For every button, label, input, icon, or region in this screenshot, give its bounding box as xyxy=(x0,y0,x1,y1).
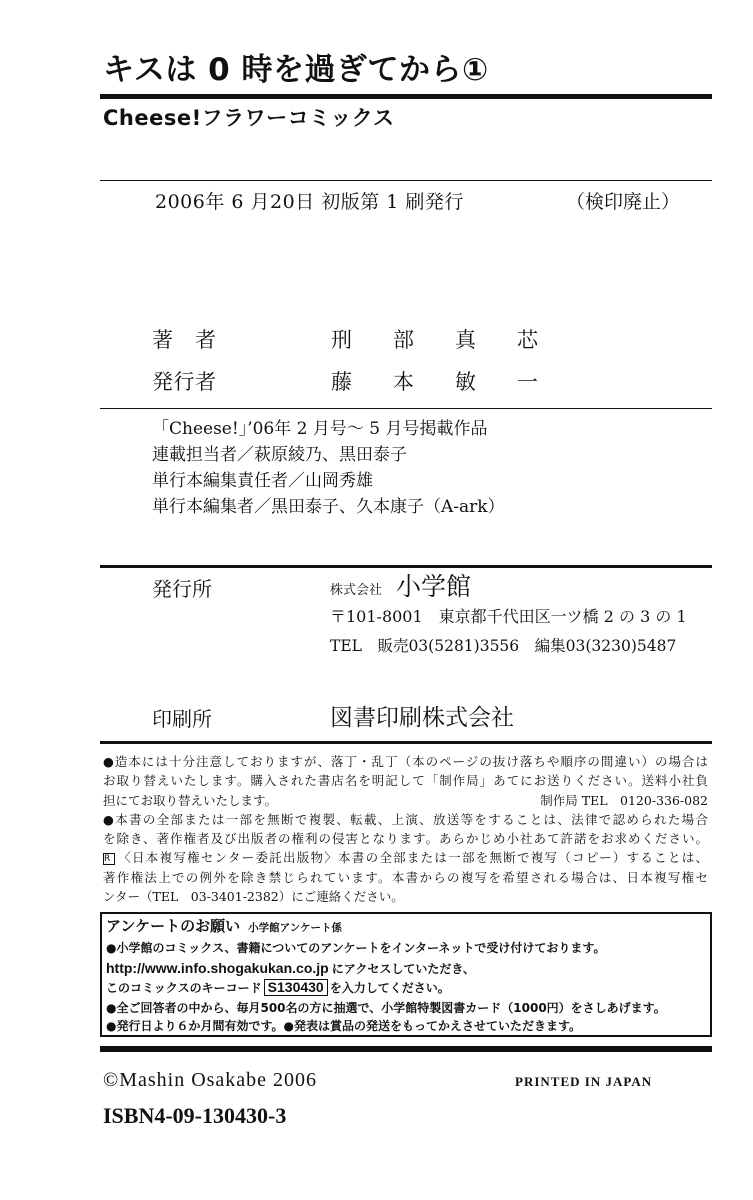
note-line: ●造本には十分注意しておりますが、落丁・乱丁（本のページの抜け落ちや順序の間違い）の場合は xyxy=(103,754,708,769)
note-text: 〈日本複写権センター委託出版物〉本書の全部または一部を無断で複写（コピー）することは、 xyxy=(117,850,708,866)
note-line: を除き、著作権者及び出版者の権利の侵害となります。あらかじめ小社あて許諾をお求めください。 xyxy=(103,831,708,847)
publisher-address: 〒101-8001 東京都千代田区一ツ橋 2 の 3 の 1 xyxy=(330,607,687,626)
survey-heading: アンケートのお願い xyxy=(106,917,241,935)
keycode-prefix: このコミックスのキーコード xyxy=(106,981,262,995)
divider-thin-2 xyxy=(100,408,712,409)
survey-url: http://www.info.shogakukan.co.jp xyxy=(106,960,329,976)
publisher-label: 発行所 xyxy=(152,577,212,601)
isbn: ISBN4-09-130430-3 xyxy=(103,1103,287,1128)
note-line: ンター（TEL 03-3401-2382）にご連絡ください。 xyxy=(103,889,404,905)
spread-char: 敏 xyxy=(455,370,476,394)
publisher-corp-prefix: 株式会社 xyxy=(330,583,383,598)
spread-char: 部 xyxy=(393,328,414,352)
survey-dept: 小学館アンケート係 xyxy=(248,922,342,934)
spread-char: 者 xyxy=(195,328,216,352)
note-line: 著作権法上での例外を除き禁じられています。本書からの複写を希望される場合は、日本複写権セ xyxy=(103,869,708,885)
spread-char: 行 xyxy=(173,370,195,394)
production-contact: 制作局 TEL 0120-336-082 xyxy=(540,792,708,808)
note-line: ●本書の全部または一部を無断で複製、転載、上演、放送等をすることは、法律で認められた場合 xyxy=(103,811,708,827)
note-line: 担にてお取り替えいたします。 xyxy=(103,792,278,808)
divider-thin-1 xyxy=(100,180,712,181)
registered-r-mark-icon: R xyxy=(103,853,115,865)
publication-note: 単行本編集責任者／山岡秀雄 xyxy=(152,471,373,491)
spread-char: 藤 xyxy=(331,370,352,394)
printer-name: 図書印刷株式会社 xyxy=(330,705,514,731)
spread-char: 本 xyxy=(393,370,414,394)
printed-in: PRINTED IN JAPAN xyxy=(515,1074,653,1089)
note-line: お取り替えいたします。購入された書店名を明記して「制作局」あてにお送りください。送料小社負 xyxy=(103,773,708,789)
survey-line: ●発行日より６か月間有効です。●発表は賞品の発送をもってかえさせていただきます。 xyxy=(106,1019,582,1033)
legal-notes xyxy=(103,752,708,906)
publication-note: 連載担当者／萩原綾乃、黒田泰子 xyxy=(152,445,407,465)
credit-author-row xyxy=(152,326,552,354)
publication-note: 単行本編集者／黒田泰子、久本康子（A-ark） xyxy=(152,497,505,517)
survey-heading-row xyxy=(106,917,342,937)
spread-char: 発 xyxy=(152,370,173,394)
spread-char: 一 xyxy=(517,370,538,394)
publisher-role-label xyxy=(152,368,216,396)
author-role-label xyxy=(152,326,216,354)
spread-char: 刑 xyxy=(331,328,352,352)
note-line-contact xyxy=(103,791,708,810)
publication-notes xyxy=(152,416,505,520)
copyright: ©Mashin Osakabe 2006 xyxy=(103,1069,318,1091)
series-name: Cheese!フラワーコミックス xyxy=(103,106,395,130)
stamp-note: （検印廃止） xyxy=(566,191,681,213)
printer-label: 印刷所 xyxy=(152,707,212,731)
keycode-box: S130430 xyxy=(264,979,328,996)
author-name xyxy=(331,326,538,354)
title-rule xyxy=(100,94,712,99)
keycode-suffix: を入力してください。 xyxy=(329,981,450,995)
spread-char: 著 xyxy=(152,328,173,352)
note-line-copyright-center xyxy=(103,848,708,867)
publication-note: 「Cheese!」’06年 2 月号～ 5 月号掲載作品 xyxy=(152,419,488,439)
publisher-name: 小学館 xyxy=(396,572,472,601)
divider-thick-3 xyxy=(100,1046,712,1052)
spread-char: 真 xyxy=(455,328,476,352)
divider-thick-1 xyxy=(100,565,712,568)
publisher-tel: TEL 販売03(5281)3556 編集03(3230)5487 xyxy=(330,637,677,655)
spread-char: 者 xyxy=(195,370,216,394)
divider-thick-2 xyxy=(100,741,712,744)
survey-line: ●小学館のコミックス、書籍についてのアンケートをインターネットで受け付けております。 xyxy=(106,941,606,955)
book-title: キスは 0 時を過ぎてから① xyxy=(103,52,489,88)
credit-publisher-row xyxy=(152,368,552,396)
publisher-person-name xyxy=(331,368,538,396)
edition-date: 2006年 6 月20日 初版第 1 刷発行 xyxy=(155,191,464,213)
spread-char: 芯 xyxy=(517,328,538,352)
survey-keycode-line xyxy=(106,979,450,997)
survey-line: ●全ご回答者の中から、毎月500名の方に抽選で、小学館特製図書カード（1000円）をさしあげます。 xyxy=(106,1001,666,1015)
survey-url-line xyxy=(106,959,475,978)
survey-box xyxy=(100,912,712,1037)
survey-url-suffix: にアクセスしていただき、 xyxy=(331,962,475,976)
